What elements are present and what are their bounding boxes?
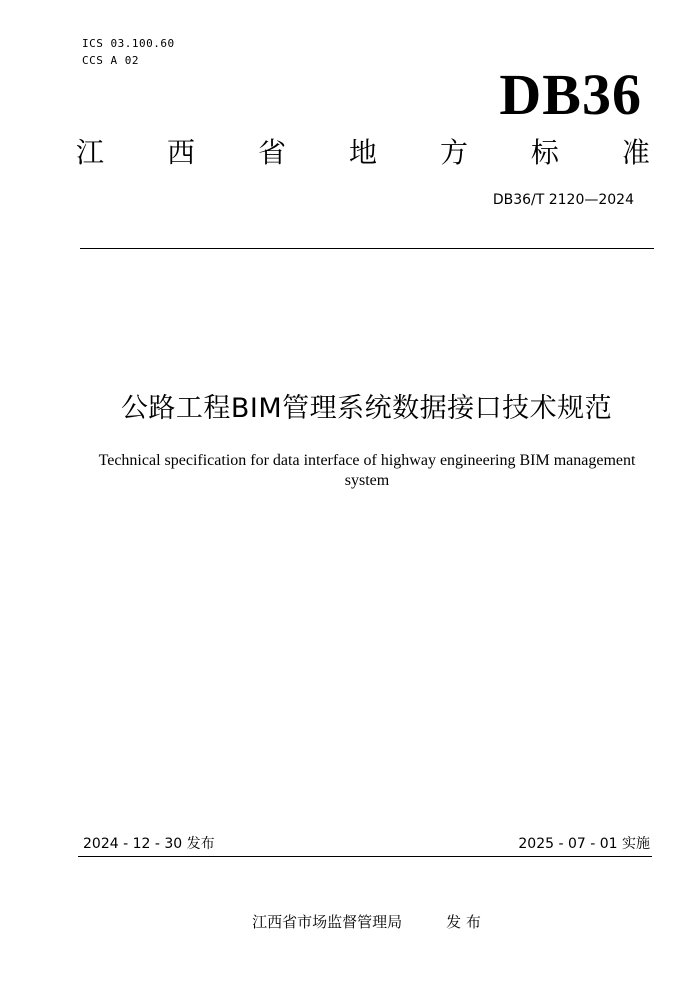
footer-divider xyxy=(78,856,652,857)
issuing-authority: 江西省市场监督管理局 xyxy=(252,913,403,931)
classification-codes xyxy=(82,35,175,69)
effective-date: 2025 - 07 - 01 实施 xyxy=(518,836,650,852)
standard-type-char: 方 xyxy=(439,136,468,169)
standard-number: DB36/T 2120—2024 xyxy=(492,192,634,208)
standard-type-char: 标 xyxy=(530,136,559,169)
issue-date: 2024 - 12 - 30 发布 xyxy=(83,836,215,852)
standard-type-char: 西 xyxy=(166,136,195,169)
header-divider xyxy=(80,248,654,249)
standard-type-heading xyxy=(76,133,650,173)
standard-type-char: 省 xyxy=(257,136,286,169)
standard-type-char: 准 xyxy=(621,136,650,169)
ics-code: ICS 03.100.60 xyxy=(82,37,175,50)
issue-action: 发 布 xyxy=(446,913,481,931)
standard-type-char: 江 xyxy=(76,136,105,169)
document-title-english: Technical specification for data interface of highway engineering BIM management system xyxy=(98,452,636,489)
standard-type-char: 地 xyxy=(348,136,377,169)
standard-prefix-mark: DB36 xyxy=(499,62,642,127)
document-title-chinese: 公路工程BIM管理系统数据接口技术规范 xyxy=(120,393,613,424)
issuer-line xyxy=(0,911,700,933)
ccs-code: CCS A 02 xyxy=(82,54,139,67)
